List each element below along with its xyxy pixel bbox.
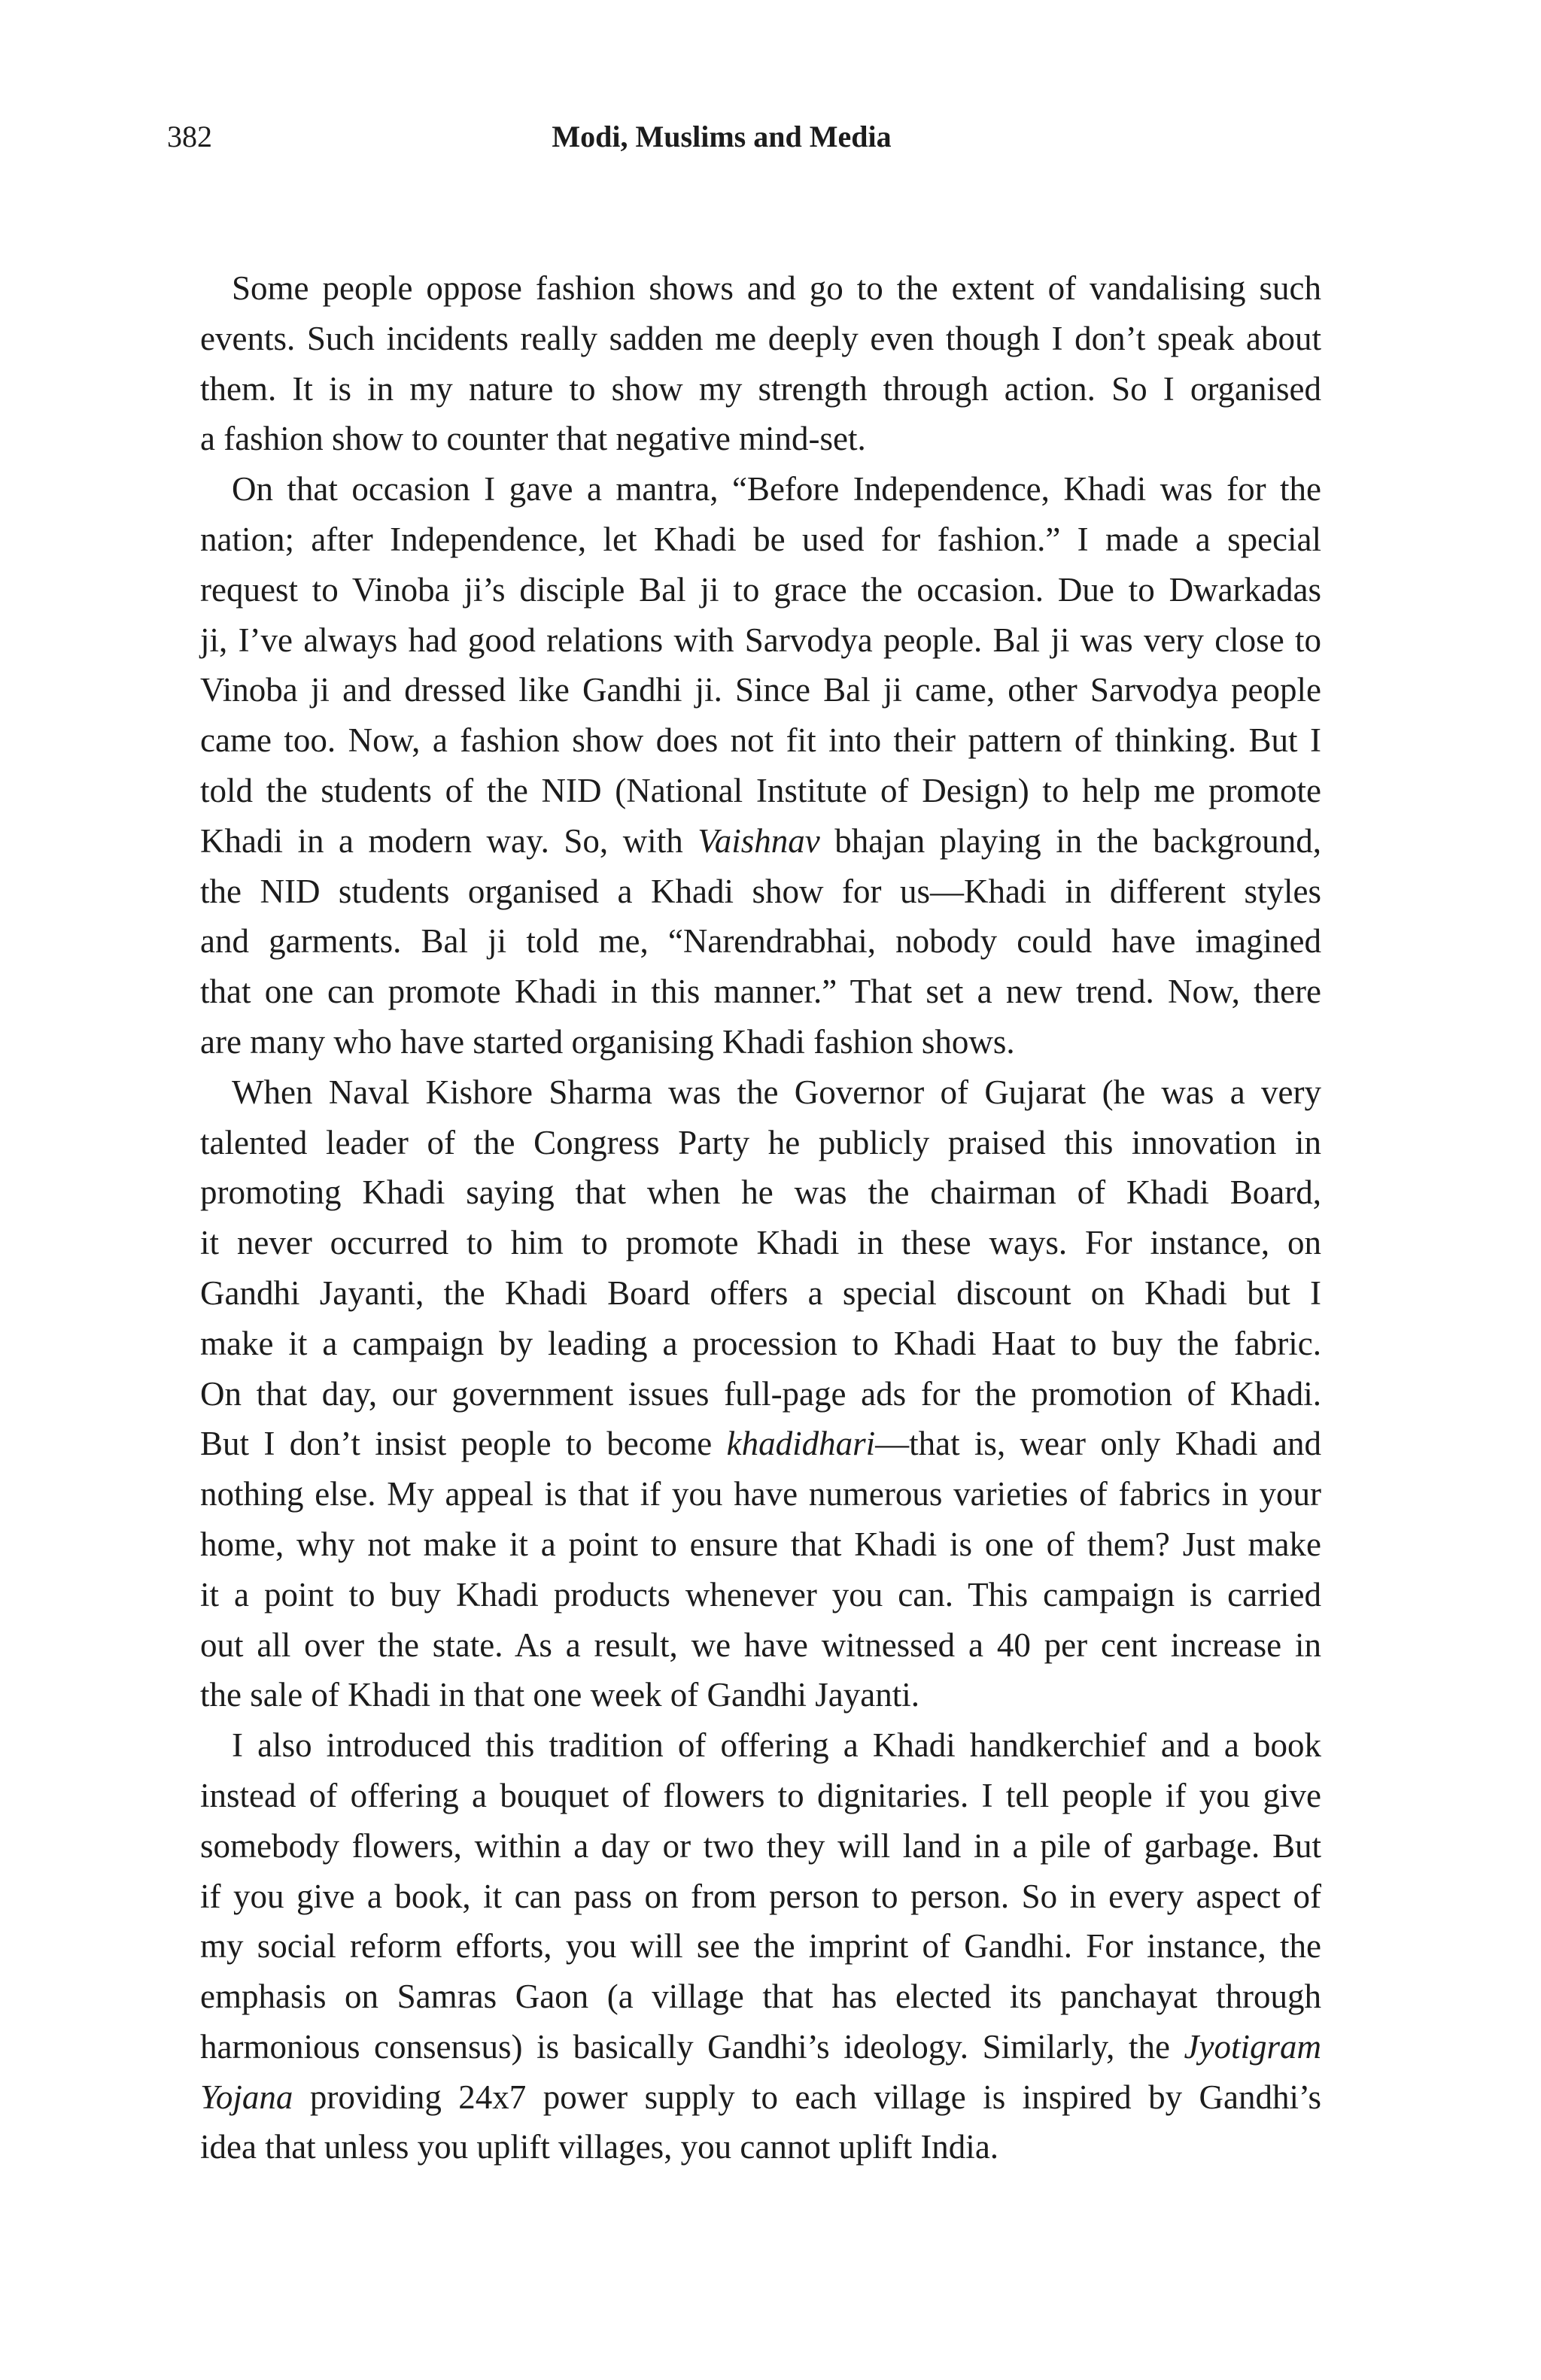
paragraph [200,1067,1321,1720]
text-line: promoting Khadi saying that when he was the chairman of Khadi Board, [200,1173,1321,1212]
body-text [200,263,1321,2172]
text-line: and garments. Bal ji told me, “Narendrabhai, nobody could have imagined [200,922,1321,961]
text-line: somebody flowers, within a day or two they will land in a pile of garbage. But [200,1826,1321,1865]
paragraph [200,464,1321,1067]
text-line: are many who have started organising Khadi fashion shows. [200,1022,1015,1061]
italic-term: Vaishnav [698,821,820,860]
text-line: home, why not make it a point to ensure that Khadi is one of them? Just make [200,1525,1321,1563]
text-line: that one can promote Khadi in this manner.” That set a new trend. Now, there [200,973,1321,1011]
text-line: talented leader of the Congress Party he publicly praised this innovation in [200,1123,1321,1161]
paragraph [200,1720,1321,2172]
text-line: idea that unless you uplift villages, you cannot uplift India. [200,2128,999,2166]
page-number: 382 [167,120,212,153]
text-line: make it a campaign by leading a procession to Khadi Haat to buy the fabric. [200,1324,1321,1362]
text-line: request to Vinoba ji’s disciple Bal ji to grace the occasion. Due to Dwarkadas [200,570,1321,609]
italic-term: Jyotigram [1184,2027,1321,2066]
text-line: out all over the state. As a result, we have witnessed a 40 per cent increase in [200,1626,1321,1664]
text-line: I also introduced this tradition of offering a Khadi handkerchief and a book [232,1726,1321,1765]
text-line: nation; after Independence, let Khadi be used for fashion.” I made a special [200,520,1321,558]
italic-term: Yojana [200,2078,293,2116]
text-line: nothing else. My appeal is that if you have numerous varieties of fabrics in your [200,1475,1321,1513]
text-line: my social reform efforts, you will see the imprint of Gandhi. For instance, the [200,1927,1321,1966]
text-line: Gandhi Jayanti, the Khadi Board offers a special discount on Khadi but I [200,1273,1321,1312]
text-line: harmonious consensus) is basically Gandhi’s ideology. Similarly, the Jyotigram [200,2027,1321,2066]
text-line: the sale of Khadi in that one week of Gandhi Jayanti. [200,1676,919,1714]
text-line: Some people oppose fashion shows and go to the extent of vandalising such [232,269,1321,307]
text-line: Yojana providing 24x7 power supply to each village is inspired by Gandhi’s [200,2078,1321,2116]
text-line: instead of offering a bouquet of flowers to dignitaries. I tell people if you give [200,1776,1321,1814]
text-line: On that occasion I gave a mantra, “Before Independence, Khadi was for the [232,470,1321,508]
text-line: it a point to buy Khadi products whenever you can. This campaign is carried [200,1575,1321,1613]
text-line: it never occurred to him to promote Khadi in these ways. For instance, on [200,1224,1321,1262]
text-line: the NID students organised a Khadi show for us—Khadi in different styles [200,872,1321,910]
text-line: told the students of the NID (National Institute of Design) to help me promote [200,771,1321,809]
text-line: Khadi in a modern way. So, with Vaishnav bhajan playing in the background, [200,821,1321,860]
text-line: events. Such incidents really sadden me deeply even though I don’t speak about [200,319,1321,357]
text-line: ji, I’ve always had good relations with Sarvodya people. Bal ji was very close to [200,621,1321,659]
text-line: But I don’t insist people to become khadidhari—that is, wear only Khadi and [200,1425,1321,1463]
text-line: came too. Now, a fashion show does not fit into their pattern of thinking. But I [200,721,1321,760]
running-head [0,114,1541,159]
text-line: Vinoba ji and dressed like Gandhi ji. Since Bal ji came, other Sarvodya people [200,671,1321,709]
text-line: emphasis on Samras Gaon (a village that has elected its panchayat through [200,1978,1321,2016]
text-line: a fashion show to counter that negative mind-set. [200,420,866,458]
book-title: Modi, Muslims and Media [552,120,892,153]
paragraph [200,263,1321,464]
text-line: On that day, our government issues full-page ads for the promotion of Khadi. [200,1374,1321,1413]
text-line: them. It is in my nature to show my strength through action. So I organised [200,369,1321,408]
text-line: if you give a book, it can pass on from person to person. So in every aspect of [200,1877,1321,1915]
italic-term: khadidhari [726,1425,876,1463]
text-line: When Naval Kishore Sharma was the Governor of Gujarat (he was a very [232,1073,1321,1111]
